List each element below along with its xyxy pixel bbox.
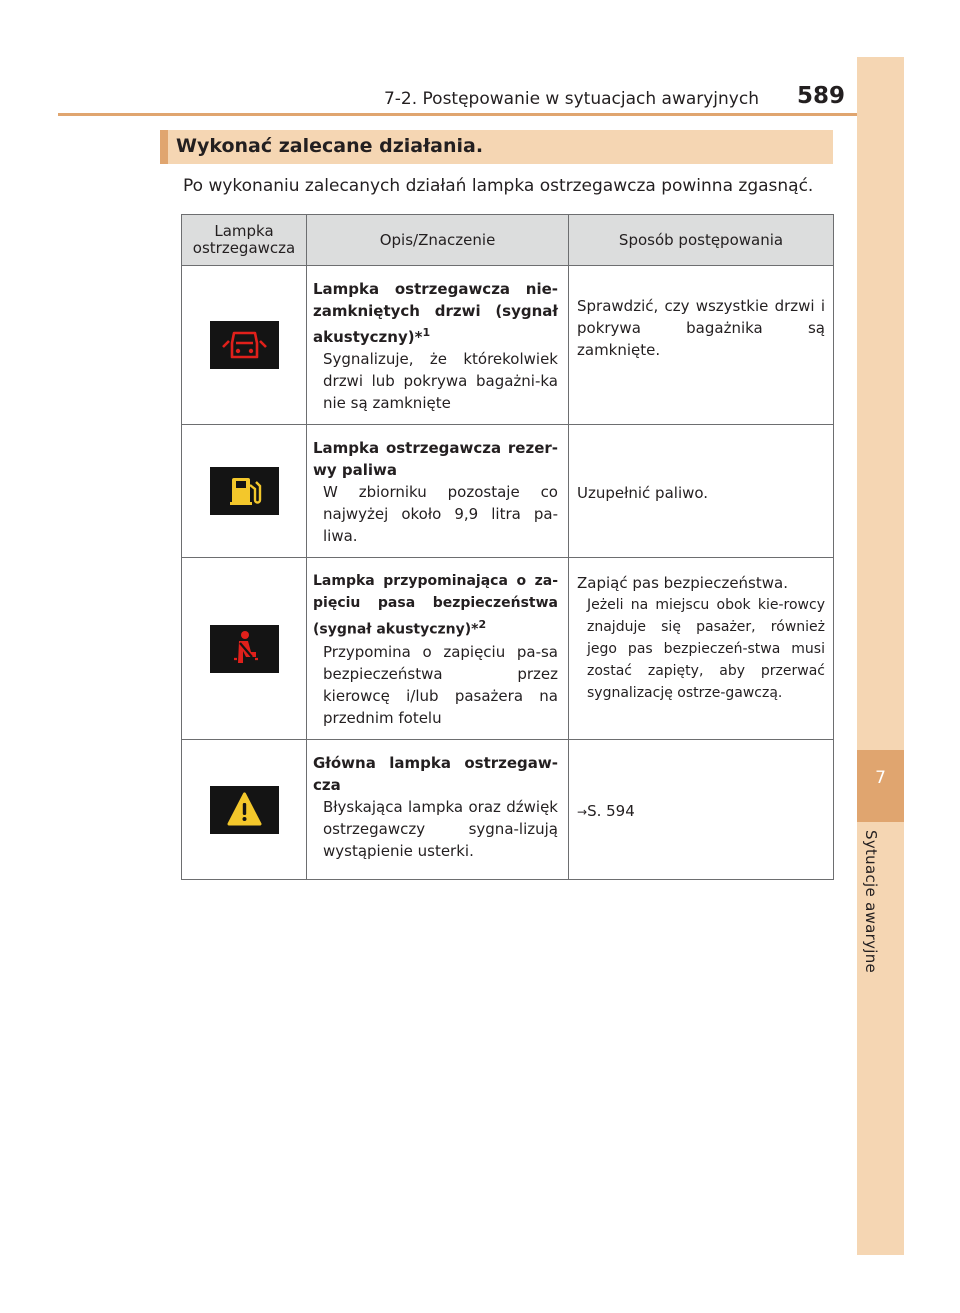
table-header-row bbox=[182, 215, 834, 266]
section-heading-bar bbox=[160, 130, 168, 164]
page-number: 589 bbox=[796, 83, 845, 109]
row-title: Lampka ostrzegawcza nie-zamkniętych drzwi (sygnał akustyczny)* bbox=[313, 280, 558, 346]
master-warning-icon bbox=[210, 786, 279, 834]
row-description: Błyskająca lampka oraz dźwięk ostrzegawczy sygna-lizują wystąpienie usterki. bbox=[323, 798, 558, 860]
section-heading-text: Wykonać zalecane działania. bbox=[176, 135, 484, 157]
row-title: Lampka ostrzegawcza rezer-wy paliwa bbox=[313, 439, 558, 479]
table-row bbox=[182, 266, 834, 425]
arrow-right-icon: → bbox=[577, 805, 588, 819]
chapter-number: 7 bbox=[875, 768, 886, 788]
footnote-marker: 2 bbox=[478, 618, 487, 631]
row-description: Przypomina o zapięciu pa-sa bezpieczeństwa przez kierowcę i/lub pasażera na przednim fotelu bbox=[323, 642, 558, 727]
chapter-side-tab bbox=[857, 57, 904, 1255]
row-action: Uzupełnić paliwo. bbox=[577, 484, 709, 502]
column-header: Opis/Znaczenie bbox=[307, 215, 569, 266]
row-title: Lampka przypominająca o za-pięciu pasa bezpieczeństwa (sygnał akustyczny)* bbox=[313, 573, 558, 638]
warning-lights-table bbox=[181, 214, 834, 880]
row-description: W zbiorniku pozostaje co najwyżej około 9,9 litra pa-liwa. bbox=[323, 483, 558, 545]
row-action: S. 594 bbox=[587, 802, 635, 820]
header-section-title: 7-2. Postępowanie w sytuacjach awaryjnych bbox=[383, 89, 759, 109]
column-header: Lampka ostrzegawcza bbox=[182, 215, 307, 266]
table-row bbox=[182, 425, 834, 558]
chapter-title: Sytuacje awaryjne bbox=[862, 830, 880, 974]
intro-paragraph: Po wykonaniu zalecanych działań lampka ostrzegawcza powinna zgasnąć. bbox=[183, 176, 814, 196]
row-description: Sygnalizuje, że którekolwiek drzwi lub pokrywa bagażni-ka nie są zamknięte bbox=[323, 350, 558, 412]
row-action-detail: Jeżeli na miejscu obok kie-rowcy znajduje się pasażer, również jego pas bezpieczeń-stwa musi zostać zapięty, aby przerwać sygnalizację ostrze-gawczą. bbox=[587, 597, 825, 701]
row-action: Sprawdzić, czy wszystkie drzwi i pokrywa bagażnika są zamknięte. bbox=[577, 297, 825, 359]
row-title: Główna lampka ostrzegaw-cza bbox=[313, 754, 558, 794]
page-reference-link[interactable] bbox=[577, 800, 825, 823]
row-action: Zapiąć pas bezpieczeństwa. bbox=[577, 574, 788, 592]
table-row bbox=[182, 740, 834, 880]
fuel-pump-icon bbox=[210, 467, 279, 515]
footnote-marker: 1 bbox=[422, 326, 431, 339]
door-ajar-icon bbox=[210, 321, 279, 369]
table-row bbox=[182, 558, 834, 740]
seatbelt-icon bbox=[210, 625, 279, 673]
section-heading bbox=[160, 130, 833, 164]
column-header: Sposób postępowania bbox=[569, 215, 834, 266]
page-header bbox=[300, 85, 845, 115]
header-divider bbox=[58, 113, 857, 116]
